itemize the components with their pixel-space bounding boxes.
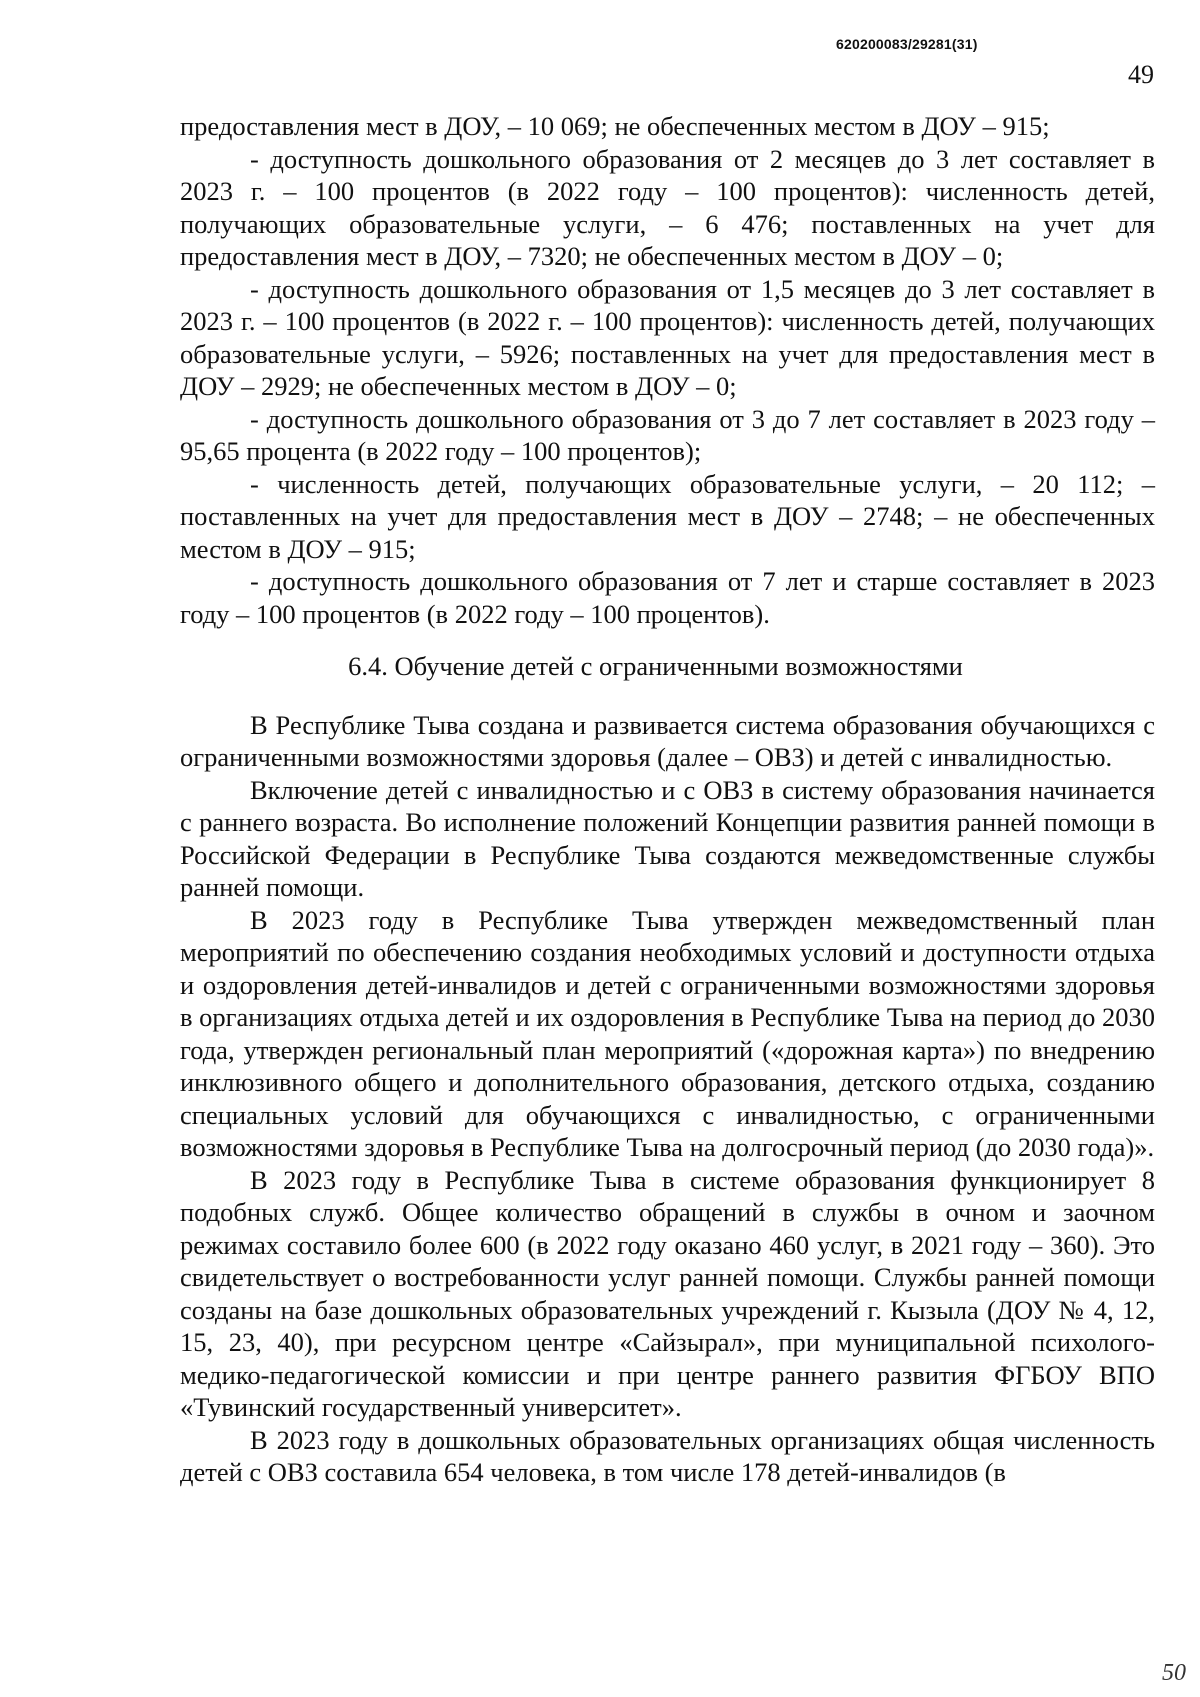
list-item: - численность детей, получающих образовательные услуги, – 20 112; – поставленных на учет для предоставления мест в ДОУ – 2748; – не обеспеченных местом в ДОУ – 915; <box>180 468 1155 564</box>
page-number: 49 <box>1128 60 1154 89</box>
paragraph: Включение детей с инвалидностью и с ОВЗ в систему образования начинается с раннего возраста. Во исполнение положений Концепции развития ранней помощи в Российской Федерации в Республике Тыва создаются межведомственные службы ранней помощи. <box>180 774 1155 902</box>
paragraph: В Республике Тыва создана и развивается система образования обучающихся с ограниченными возможностями здоровья (далее – ОВЗ) и детей с инвалидностью. <box>180 709 1155 772</box>
list-item: - доступность дошкольного образования от 1,5 месяцев до 3 лет составляет в 2023 г. – 100 процентов (в 2022 г. – 100 процентов): численность детей, получающих образовательные услуги, – 5926; поставленных на учет для предоставления мест в ДОУ – 2929; не обеспеченных местом в ДОУ – 0; <box>180 273 1155 401</box>
section-heading: 6.4. Обучение детей с ограниченными возможностями <box>348 651 963 681</box>
document-id: 620200083/29281(31) <box>836 36 978 52</box>
list-item: - доступность дошкольного образования от 3 до 7 лет составляет в 2023 году – 95,65 процента (в 2022 году – 100 процентов); <box>180 403 1155 466</box>
paragraph: В 2023 году в Республике Тыва утвержден межведомственный план мероприятий по обеспечению создания необходимых условий и доступности отдыха и оздоровления детей-инвалидов и детей с ограниченными возможностями здоровья в организациях отдыха детей и их оздоровления в Республике Тыва на период до 2030 года, утвержден региональный план мероприятий («дорожная карта») по внедрению инклюзивного общего и дополнительного образования, детского отдыха, созданию специальных условий для обучающихся с инвалидностью, с ограниченными возможностями здоровья в Республике Тыва на долгосрочный период (до 2030 года)». <box>180 904 1155 1162</box>
paragraph: В 2023 году в дошкольных образовательных организациях общая численность детей с ОВЗ составила 654 человека, в том числе 178 детей-инвалидов (в <box>180 1424 1155 1487</box>
paragraph: предоставления мест в ДОУ, – 10 069; не обеспеченных местом в ДОУ – 915; <box>180 111 1050 141</box>
document-body <box>180 110 1155 1489</box>
list-item: - доступность дошкольного образования от 2 месяцев до 3 лет составляет в 2023 г. – 100 процентов (в 2022 году – 100 процентов): численность детей, получающих образовательные услуги, – 6 476; поставленных на учет для предоставления мест в ДОУ, – 7320; не обеспеченных местом в ДОУ – 0; <box>180 143 1155 271</box>
handwritten-page-number: 50 <box>1162 1660 1186 1686</box>
paragraph: В 2023 году в Республике Тыва в системе образования функционирует 8 подобных служб. Общее количество обращений в службы в очном и заочном режимах составило более 600 (в 2022 году оказано 460 услуг, в 2021 году – 360). Это свидетельствует о востребованности услуг ранней помощи. Службы ранней помощи созданы на базе дошкольных образовательных учреждений г. Кызыла (ДОУ № 4, 12, 15, 23, 40), при ресурсном центре «Сайзырал», при муниципальной психолого-медико-педагогической комиссии и при центре раннего развития ФГБОУ ВПО «Тувинский государственный университет». <box>180 1164 1155 1422</box>
list-item: - доступность дошкольного образования от 7 лет и старше составляет в 2023 году – 100 процентов (в 2022 году – 100 процентов). <box>180 566 1155 629</box>
